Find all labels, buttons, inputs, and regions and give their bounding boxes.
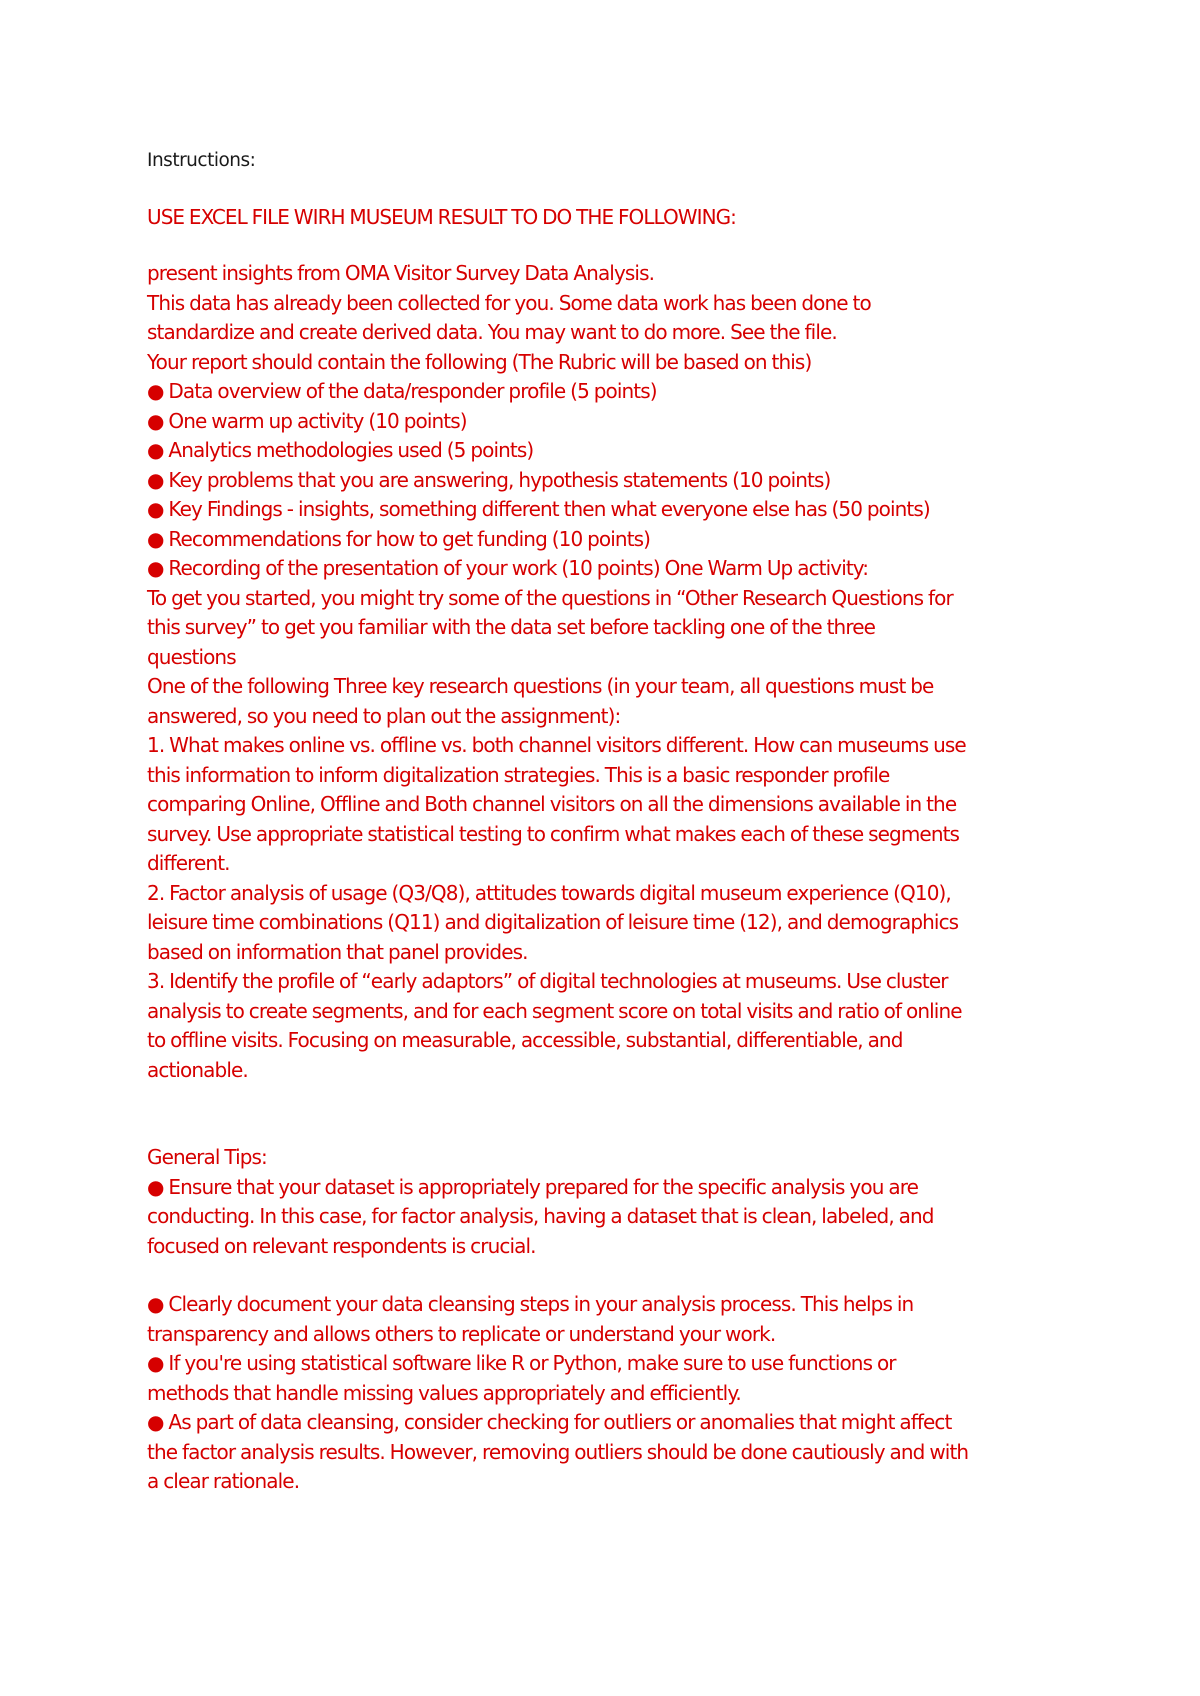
tip-line: methods that handle missing values appropriately and efficiently. bbox=[147, 1380, 741, 1405]
question-line: 1. What makes online vs. offline vs. both channel visitors different. How can museums use bbox=[147, 733, 966, 757]
question-line: survey. Use appropriate statistical testing to confirm what makes each of these segments bbox=[147, 821, 960, 846]
spacer bbox=[147, 1085, 1077, 1143]
text-line: standardize and create derived data. You may want to do more. See the file. bbox=[147, 320, 837, 344]
bullet-item: ● One warm up activity (10 points) bbox=[147, 408, 467, 433]
bullet-item: ● Data overview of the data/responder profile (5 points) bbox=[147, 379, 657, 403]
question-line: leisure time combinations (Q11) and digitalization of leisure time (12), and demographics bbox=[147, 910, 959, 934]
tip-line: ● Ensure that your dataset is appropriately prepared for the specific analysis you are bbox=[147, 1174, 918, 1199]
text-line: One of the following Three key research questions (in your team, all questions must be bbox=[147, 674, 934, 698]
text-line: answered, so you need to plan out the assignment): bbox=[147, 703, 621, 728]
instructions-heading: Instructions: bbox=[147, 150, 256, 171]
bullet-item: ● Recording of the presentation of your work (10 points) One Warm Up activity: bbox=[147, 556, 869, 580]
tip-line: ● Clearly document your data cleansing steps in your analysis process. This helps in bbox=[147, 1292, 914, 1316]
spacer bbox=[147, 176, 1077, 203]
document-page bbox=[147, 146, 1077, 1497]
question-line: different. bbox=[147, 851, 230, 875]
text-line: Your report should contain the following (The Rubric will be based on this) bbox=[147, 349, 812, 374]
bullet-item: ● Recommendations for how to get funding (10 points) bbox=[147, 526, 651, 551]
tip-line: ● As part of data cleansing, consider checking for outliers or anomalies that might affect bbox=[147, 1410, 952, 1434]
bullet-item: ● Key Findings - insights, something different then what everyone else has (50 points) bbox=[147, 497, 930, 521]
tip-line: a clear rationale. bbox=[147, 1469, 300, 1493]
bullet-item: ● Key problems that you are answering, hypothesis statements (10 points) bbox=[147, 467, 831, 492]
main-instructions bbox=[147, 259, 1077, 1085]
spacer bbox=[147, 1261, 1077, 1290]
text-line: present insights from OMA Visitor Survey Data Analysis. bbox=[147, 261, 655, 285]
question-line: this information to inform digitalization strategies. This is a basic responder profile bbox=[147, 762, 890, 787]
bullet-item: ● Analytics methodologies used (5 points) bbox=[147, 438, 534, 462]
tip-line: the factor analysis results. However, removing outliers should be done cautiously and with bbox=[147, 1439, 969, 1464]
tips-block-1 bbox=[147, 1173, 1077, 1262]
text-line: this survey” to get you familiar with the data set before tackling one of the three bbox=[147, 615, 876, 639]
tip-line: focused on relevant respondents is crucial. bbox=[147, 1233, 536, 1258]
question-line: 3. Identify the profile of “early adaptors” of digital technologies at museums. Use cluster bbox=[147, 969, 948, 993]
tips-block-2 bbox=[147, 1290, 1077, 1497]
tip-line: conducting. In this case, for factor analysis, having a dataset that is clean, labeled, and bbox=[147, 1204, 934, 1228]
tips-heading: General Tips: bbox=[147, 1145, 267, 1169]
spacer bbox=[147, 232, 1077, 259]
tip-line: ● If you're using statistical software like R or Python, make sure to use functions or bbox=[147, 1351, 896, 1375]
text-line: To get you started, you might try some of the questions in “Other Research Questions for bbox=[147, 585, 953, 610]
question-line: to offline visits. Focusing on measurable, accessible, substantial, differentiable, and bbox=[147, 1028, 903, 1052]
question-line: actionable. bbox=[147, 1057, 248, 1082]
text-line: questions bbox=[147, 644, 236, 669]
tip-line: transparency and allows others to replicate or understand your work. bbox=[147, 1321, 776, 1346]
question-line: analysis to create segments, and for each segment score on total visits and ratio of online bbox=[147, 998, 962, 1023]
question-line: 2. Factor analysis of usage (Q3/Q8), attitudes towards digital museum experience (Q10), bbox=[147, 880, 951, 905]
question-line: based on information that panel provides. bbox=[147, 939, 528, 964]
document-title: USE EXCEL FILE WIRH MUSEUM RESULT TO DO THE FOLLOWING: bbox=[147, 204, 736, 229]
text-line: This data has already been collected for you. Some data work has been done to bbox=[147, 290, 871, 315]
question-line: comparing Online, Offline and Both channel visitors on all the dimensions available in the bbox=[147, 792, 957, 816]
